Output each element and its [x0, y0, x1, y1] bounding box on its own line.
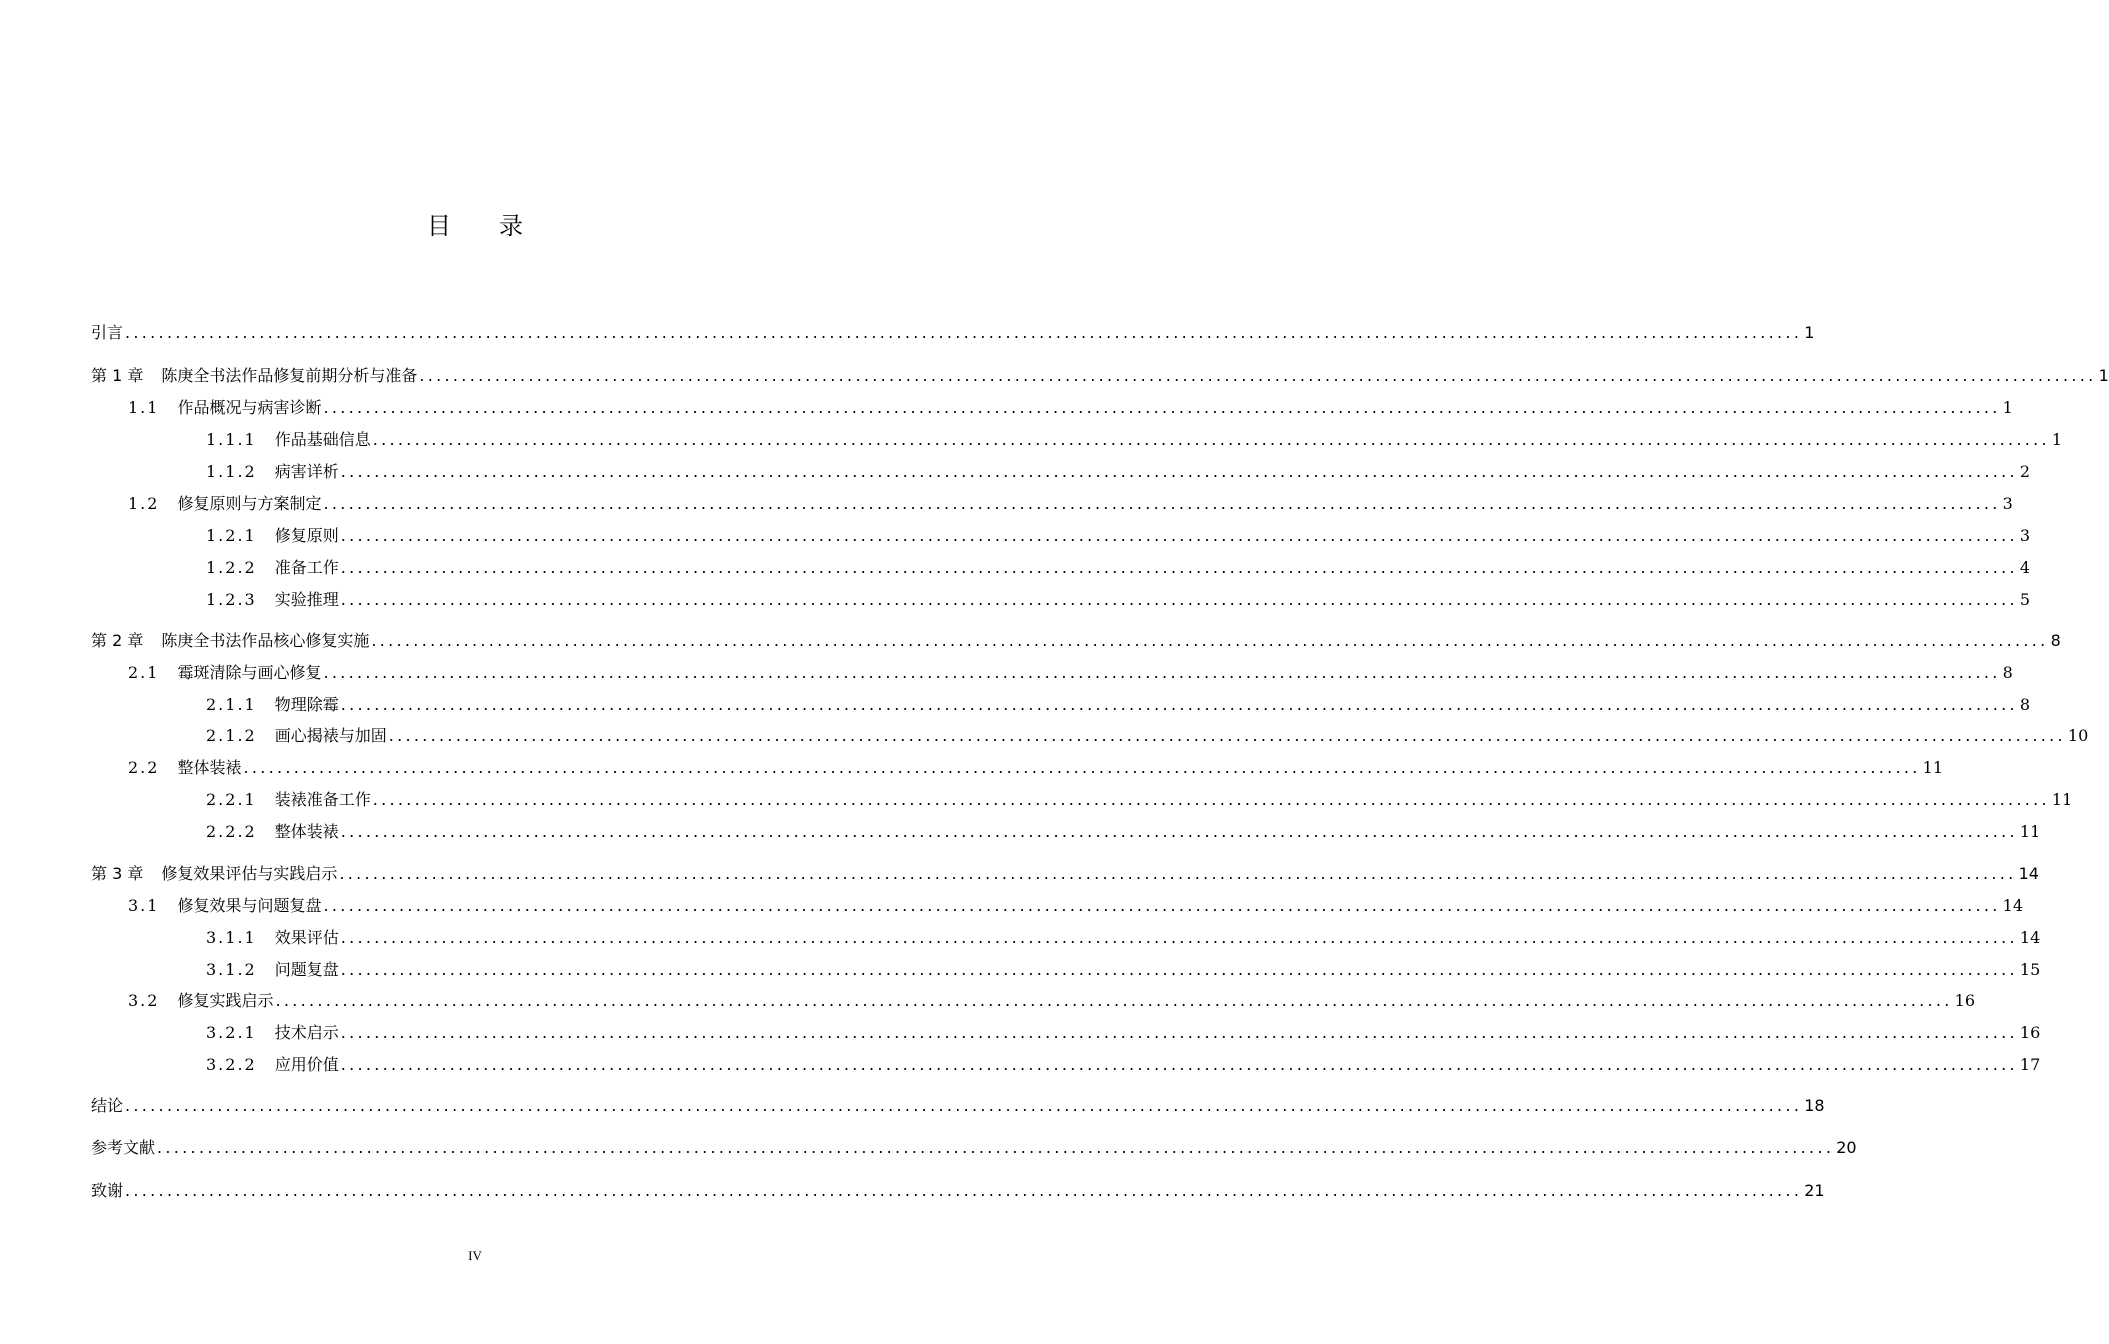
- toc-entry[interactable]: [206, 1020, 2041, 1046]
- toc-entry-page: 14: [2002, 896, 2024, 915]
- toc-entry-number: 1.1.1: [206, 430, 257, 449]
- toc-entry-number: 2.2.2: [206, 822, 257, 841]
- toc-leader-dots: ........................................................................................................................................................................................................: [371, 631, 2049, 650]
- toc-entry-number: 3.1.2: [206, 960, 257, 979]
- toc-entry-page: 17: [2019, 1055, 2041, 1074]
- toc-entry-number: 2.1: [128, 663, 160, 682]
- toc-entry[interactable]: [128, 395, 2013, 421]
- toc-leader-dots: ........................................................................................................................................................................................................: [125, 323, 1803, 342]
- toc-entry-number: 1.1.2: [206, 462, 257, 481]
- toc-entry-title: 整体装裱: [177, 758, 242, 777]
- toc-entry[interactable]: [128, 755, 1944, 781]
- toc-entry[interactable]: [128, 988, 1976, 1014]
- toc-leader-dots: ........................................................................................................................................................................................................: [340, 462, 2018, 481]
- toc-entry[interactable]: [91, 861, 2039, 887]
- toc-leader-dots: ........................................................................................................................................................................................................: [340, 695, 2018, 714]
- toc-entry-title: 作品概况与病害诊断: [177, 398, 322, 417]
- toc-entry-page: 8: [2019, 695, 2031, 714]
- toc-entry-title: 整体装裱: [274, 822, 339, 841]
- toc-entry-page: 16: [2019, 1023, 2041, 1042]
- toc-entry-title: 画心揭裱与加固: [274, 726, 387, 745]
- toc-entry-page: 1: [1804, 323, 1815, 342]
- toc-entry-title: 问题复盘: [274, 960, 339, 979]
- toc-entry[interactable]: [206, 555, 2031, 581]
- toc-entry[interactable]: [91, 1093, 1825, 1119]
- toc-entry-title: 实验推理: [274, 590, 339, 609]
- page-number-footer: IV: [468, 1248, 482, 1263]
- toc-leader-dots: ........................................................................................................................................................................................................: [323, 896, 2001, 915]
- toc-entry-page: 10: [2067, 726, 2089, 745]
- toc-entry-number: 2.2: [128, 758, 160, 777]
- toc-entry-page: 8: [2002, 663, 2013, 682]
- toc-entry-page: 11: [1922, 758, 1944, 777]
- toc-entry-number: 1.2.3: [206, 590, 257, 609]
- toc-entry[interactable]: [91, 320, 1815, 346]
- toc-entry-page: 15: [2019, 960, 2041, 979]
- toc-entry-title: 结论: [91, 1096, 124, 1115]
- toc-entry-page: 3: [2019, 526, 2031, 545]
- toc-entry-page: 20: [1836, 1138, 1857, 1157]
- toc-entry-page: 14: [2019, 928, 2041, 947]
- toc-entry[interactable]: [91, 628, 2061, 654]
- toc-entry[interactable]: [206, 957, 2041, 983]
- toc-entry-number: 3.1.1: [206, 928, 257, 947]
- toc-entry-title: 陈庚全书法作品修复前期分析与准备: [161, 366, 418, 385]
- toc-entry-title: 引言: [91, 323, 124, 342]
- toc-entry-title: 作品基础信息: [274, 430, 371, 449]
- toc-entry-title: 病害详析: [274, 462, 339, 481]
- toc-leader-dots: ........................................................................................................................................................................................................: [372, 430, 2050, 449]
- toc-entry-title: 效果评估: [274, 928, 339, 947]
- toc-entry-number: 1.2: [128, 494, 160, 513]
- toc-entry-page: 5: [2019, 590, 2031, 609]
- toc-leader-dots: ........................................................................................................................................................................................................: [323, 663, 2001, 682]
- toc-entry-number: 2.1.2: [206, 726, 257, 745]
- toc-entry-title: 修复原则: [274, 526, 339, 545]
- toc-entry[interactable]: [206, 925, 2041, 951]
- toc-entry-title: 修复效果评估与实践启示: [161, 864, 338, 883]
- toc-entry-title: 物理除霉: [274, 695, 339, 714]
- toc-entry-number: 1.1: [128, 398, 160, 417]
- toc-entry-number: 第 2 章: [91, 631, 144, 650]
- toc-entry[interactable]: [91, 363, 2109, 389]
- toc-entry-page: 2: [2019, 462, 2031, 481]
- toc-leader-dots: ........................................................................................................................................................................................................: [340, 822, 2018, 841]
- toc-entry-number: 第 3 章: [91, 864, 144, 883]
- toc-entry[interactable]: [206, 723, 2089, 749]
- toc-entry-page: 8: [2050, 631, 2061, 650]
- toc-entry-number: 2.2.1: [206, 790, 257, 809]
- toc-leader-dots: ........................................................................................................................................................................................................: [340, 558, 2018, 577]
- toc-leader-dots: ........................................................................................................................................................................................................: [323, 398, 2001, 417]
- toc-entry-number: 3.1: [128, 896, 160, 915]
- toc-leader-dots: ........................................................................................................................................................................................................: [340, 526, 2018, 545]
- toc-entry-number: 第 1 章: [91, 366, 144, 385]
- toc-entry[interactable]: [128, 893, 2024, 919]
- toc-leader-dots: ........................................................................................................................................................................................................: [340, 1055, 2018, 1074]
- toc-entry-page: 11: [2019, 822, 2041, 841]
- toc-leader-dots: ........................................................................................................................................................................................................: [419, 366, 2097, 385]
- toc-entry[interactable]: [206, 787, 2073, 813]
- toc-entry[interactable]: [206, 692, 2031, 718]
- toc-entry-title: 陈庚全书法作品核心修复实施: [161, 631, 370, 650]
- toc-entry-page: 1: [2002, 398, 2013, 417]
- toc-entry-title: 修复效果与问题复盘: [177, 896, 322, 915]
- toc-entry-page: 21: [1804, 1181, 1825, 1200]
- toc-entry[interactable]: [206, 427, 2063, 453]
- toc-entry-title: 修复实践启示: [177, 991, 274, 1010]
- toc-leader-dots: ........................................................................................................................................................................................................: [340, 960, 2018, 979]
- toc-entry-page: 11: [2051, 790, 2073, 809]
- toc-entry-number: 2.1.1: [206, 695, 257, 714]
- toc-entry-title: 参考文献: [91, 1138, 156, 1157]
- toc-entry[interactable]: [206, 1052, 2041, 1078]
- toc-entry-number: 3.2: [128, 991, 160, 1010]
- toc-entry-title: 准备工作: [274, 558, 339, 577]
- toc-entry-title: 装裱准备工作: [274, 790, 371, 809]
- toc-entry[interactable]: [128, 491, 2013, 517]
- toc-leader-dots: ........................................................................................................................................................................................................: [323, 494, 2001, 513]
- toc-entry-number: 1.2.1: [206, 526, 257, 545]
- toc-leader-dots: ........................................................................................................................................................................................................: [340, 1023, 2018, 1042]
- toc-entry[interactable]: [206, 819, 2041, 845]
- toc-entry[interactable]: [206, 459, 2031, 485]
- toc-leader-dots: ........................................................................................................................................................................................................: [339, 864, 2017, 883]
- toc-entry-title: 修复原则与方案制定: [177, 494, 322, 513]
- toc-leader-dots: ........................................................................................................................................................................................................: [275, 991, 1953, 1010]
- toc-leader-dots: ........................................................................................................................................................................................................: [243, 758, 1921, 777]
- toc-entry-number: 3.2.1: [206, 1023, 257, 1042]
- toc-entry-page: 14: [2018, 864, 2039, 883]
- toc-entry[interactable]: [206, 587, 2031, 613]
- toc-entry[interactable]: [91, 1178, 1825, 1204]
- page-title: 目录: [427, 212, 571, 240]
- toc-entry-page: 4: [2019, 558, 2031, 577]
- toc-entry-title: 霉斑清除与画心修复: [177, 663, 322, 682]
- toc-leader-dots: ........................................................................................................................................................................................................: [157, 1138, 1835, 1157]
- toc-entry[interactable]: [128, 660, 2013, 686]
- toc-leader-dots: ........................................................................................................................................................................................................: [340, 590, 2018, 609]
- toc-leader-dots: ........................................................................................................................................................................................................: [372, 790, 2050, 809]
- toc-entry-title: 技术启示: [274, 1023, 339, 1042]
- toc-entry-page: 1: [2098, 366, 2109, 385]
- toc-entry-title: 应用价值: [274, 1055, 339, 1074]
- toc-leader-dots: ........................................................................................................................................................................................................: [125, 1181, 1803, 1200]
- toc-entry-page: 18: [1804, 1096, 1825, 1115]
- toc-entry-number: 3.2.2: [206, 1055, 257, 1074]
- toc-entry-page: 16: [1954, 991, 1976, 1010]
- toc-entry-title: 致谢: [91, 1181, 124, 1200]
- toc-leader-dots: ........................................................................................................................................................................................................: [388, 726, 2066, 745]
- toc-entry-number: 1.2.2: [206, 558, 257, 577]
- toc-entry[interactable]: [91, 1135, 1857, 1161]
- toc-leader-dots: ........................................................................................................................................................................................................: [125, 1096, 1803, 1115]
- toc-entry[interactable]: [206, 523, 2031, 549]
- toc-entry-page: 3: [2002, 494, 2013, 513]
- toc-leader-dots: ........................................................................................................................................................................................................: [340, 928, 2018, 947]
- toc-entry-page: 1: [2051, 430, 2063, 449]
